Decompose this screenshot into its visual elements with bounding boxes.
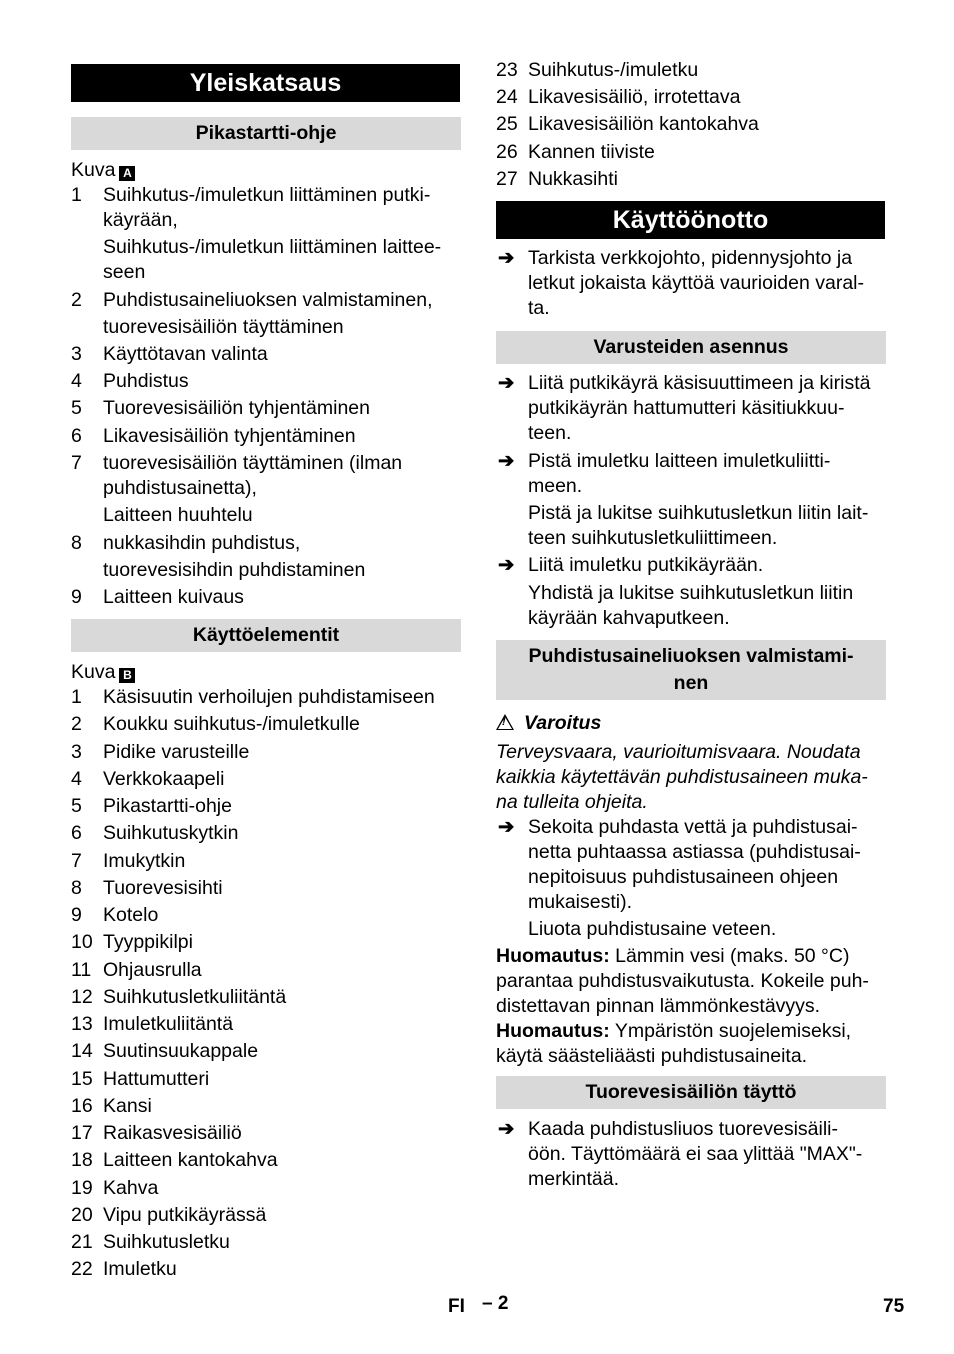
- quickstart-item-text: Suihkutus-/imuletkun liittäminen laittee-: [103, 236, 442, 258]
- controls-item-text: Raikasvesisäiliö: [103, 1122, 242, 1144]
- arrow-icon: ➔: [498, 450, 515, 472]
- controls-item-number: 12: [71, 986, 93, 1008]
- accessory-step-text: teen.: [528, 422, 572, 444]
- controls-item-text: Pidike varusteille: [103, 741, 250, 763]
- figure-label-b: Kuva B: [71, 660, 135, 685]
- warning-text: kaikkia käytettävän puhdistusaineen muka-: [496, 766, 868, 788]
- solution-step-text: nepitoisuus puhdistusaineen ohjeen: [528, 866, 839, 888]
- quickstart-item-text: Tuorevesisäiliön tyhjentäminen: [103, 397, 371, 419]
- section-title-commissioning: Käyttöönotto: [496, 201, 885, 239]
- intro-text: ta.: [528, 297, 550, 319]
- controls-item-text: Likavesisäiliön kantokahva: [528, 113, 759, 135]
- quickstart-item-text: Puhdistusaineliuoksen valmistaminen,: [103, 289, 433, 311]
- quickstart-item-number: 8: [71, 532, 82, 554]
- controls-item-text: Tyyppikilpi: [103, 931, 193, 953]
- controls-item-number: 15: [71, 1068, 93, 1090]
- controls-item-text: Hattumutteri: [103, 1068, 210, 1090]
- solution-step-text: Sekoita puhdasta vettä ja puhdistusai-: [528, 816, 858, 838]
- arrow-icon: ➔: [498, 554, 515, 576]
- figure-letter-a: A: [119, 166, 135, 181]
- solution-step-text: mukaisesti).: [528, 891, 633, 913]
- controls-item-number: 17: [71, 1122, 93, 1144]
- controls-item-number: 6: [71, 822, 82, 844]
- note2-label: Huomautus:: [496, 1020, 610, 1042]
- controls-item-number: 11: [71, 959, 92, 981]
- warning-text: Terveysvaara, vaurioitumisvaara. Noudata: [496, 741, 861, 763]
- controls-item-text: Nukkasihti: [528, 168, 618, 190]
- note2-text: käytä säästeliäästi puhdistusaineita.: [496, 1045, 808, 1067]
- quickstart-item-text: tuorevesisäiliön täyttäminen (ilman: [103, 452, 403, 474]
- accessory-step-text: Pistä imuletku laitteen imuletkuliitti-: [528, 450, 831, 472]
- controls-item-text: Imukytkin: [103, 850, 186, 872]
- controls-item-text: Likavesisäiliö, irrotettava: [528, 86, 741, 108]
- accessory-substep-text: Pistä ja lukitse suihkutusletkun liitin lait-: [528, 502, 869, 524]
- arrow-icon: ➔: [498, 247, 515, 269]
- controls-item-number: 2: [71, 713, 82, 735]
- subsection-fill-heading: Tuorevesisäiliön täyttö: [496, 1076, 886, 1109]
- arrow-icon: ➔: [498, 816, 515, 838]
- fill-step-text: öön. Täyttömäärä ei saa ylittää "MAX"-: [528, 1143, 863, 1165]
- controls-item-number: 26: [496, 141, 518, 163]
- quickstart-item-text: nukkasihdin puhdistus,: [103, 532, 301, 554]
- figure-label-a: Kuva A: [71, 158, 135, 183]
- controls-item-number: 14: [71, 1040, 93, 1062]
- subsection-controls-heading: Käyttöelementit: [71, 619, 461, 652]
- quickstart-item-text: käyrään,: [103, 209, 178, 231]
- controls-item-number: 21: [71, 1231, 93, 1253]
- accessory-substep-text: teen suihkutusletkuliittimeen.: [528, 527, 778, 549]
- note1-text: parantaa puhdistusvaikutusta. Kokeile puh-: [496, 970, 869, 992]
- controls-item-number: 10: [71, 931, 93, 953]
- quickstart-item-number: 4: [71, 370, 82, 392]
- arrow-icon: ➔: [498, 1118, 515, 1140]
- controls-item-number: 23: [496, 59, 518, 81]
- controls-item-text: Käsisuutin verhoilujen puhdistamiseen: [103, 686, 435, 708]
- subsection-quickstart-heading: Pikastartti-ohje: [71, 117, 461, 150]
- accessory-step-text: Liitä imuletku putkikäyrään.: [528, 554, 764, 576]
- section-title-overview: Yleiskatsaus: [71, 64, 460, 102]
- controls-item-text: Pikastartti-ohje: [103, 795, 232, 817]
- controls-item-text: Kahva: [103, 1177, 159, 1199]
- controls-item-number: 22: [71, 1258, 93, 1280]
- controls-item-number: 24: [496, 86, 518, 108]
- controls-item-text: Suihkutusletkuliitäntä: [103, 986, 287, 1008]
- accessory-step-text: putkikäyrän hattumutteri käsitiukkuu-: [528, 397, 845, 419]
- quickstart-item-text: seen: [103, 261, 146, 283]
- quickstart-item-text: Käyttötavan valinta: [103, 343, 268, 365]
- controls-item-number: 3: [71, 741, 82, 763]
- quickstart-item-text: Likavesisäiliön tyhjentäminen: [103, 425, 356, 447]
- subsection-accessories-heading: Varusteiden asennus: [496, 331, 886, 364]
- accessory-step-text: meen.: [528, 475, 583, 497]
- warning-triangle-icon: [496, 714, 514, 730]
- footer-page-sub: – 2: [482, 1293, 509, 1314]
- controls-item-text: Suutinsuukappale: [103, 1040, 259, 1062]
- controls-item-text: Vipu putkikäyrässä: [103, 1204, 267, 1226]
- quickstart-item-text: puhdistusainetta),: [103, 477, 257, 499]
- quickstart-item-text: tuorevesisäiliön täyttäminen: [103, 316, 344, 338]
- footer-page-number: 75: [883, 1296, 905, 1317]
- controls-item-text: Imuletku: [103, 1258, 177, 1280]
- note2-text: Ympäristön suojelemiseksi,: [609, 1020, 852, 1042]
- note1: [496, 944, 849, 969]
- solution-step-text: netta puhtaassa astiassa (puhdistusai-: [528, 841, 861, 863]
- controls-item-number: 1: [71, 686, 82, 708]
- quickstart-item-number: 9: [71, 586, 82, 608]
- note1-text: Lämmin vesi (maks. 50 °C): [609, 945, 850, 967]
- controls-item-text: Koukku suihkutus-/imuletkulle: [103, 713, 360, 735]
- warning-text: na tulleita ohjeita.: [496, 791, 648, 813]
- controls-item-number: 25: [496, 113, 518, 135]
- controls-item-text: Suihkutus-/imuletku: [528, 59, 699, 81]
- subsection-solution-heading: Puhdistusaineliuoksen valmistami- nen: [496, 640, 886, 700]
- quickstart-item-number: 2: [71, 289, 82, 311]
- note1-text: distettavan pinnan lämmönkestävyys.: [496, 995, 821, 1017]
- arrow-icon: ➔: [498, 372, 515, 394]
- quickstart-item-number: 3: [71, 343, 82, 365]
- accessory-substep-text: käyrään kahvaputkeen.: [528, 607, 730, 629]
- controls-item-number: 7: [71, 850, 82, 872]
- controls-item-text: Verkkokaapeli: [103, 768, 225, 790]
- controls-item-number: 27: [496, 168, 518, 190]
- controls-item-text: Kotelo: [103, 904, 159, 926]
- quickstart-item-text: tuorevesisihdin puhdistaminen: [103, 559, 366, 581]
- accessory-step-text: Liitä putkikäyrä käsisuuttimeen ja kiristä: [528, 372, 871, 394]
- intro-text: letkut jokaista käyttöä vaurioiden varal-: [528, 272, 865, 294]
- intro-text: Tarkista verkkojohto, pidennysjohto ja: [528, 247, 853, 269]
- controls-item-number: 20: [71, 1204, 93, 1226]
- quickstart-item-text: Laitteen kuivaus: [103, 586, 244, 608]
- footer-language: FI: [448, 1296, 465, 1317]
- controls-item-text: Kansi: [103, 1095, 152, 1117]
- controls-item-text: Suihkutusletku: [103, 1231, 230, 1253]
- controls-item-text: Imuletkuliitäntä: [103, 1013, 234, 1035]
- fill-step-text: Kaada puhdistusliuos tuorevesisäili-: [528, 1118, 839, 1140]
- quickstart-item-number: 1: [71, 184, 82, 206]
- quickstart-item-number: 5: [71, 397, 82, 419]
- warning-label: !Varoitus: [496, 711, 601, 736]
- controls-item-text: Suihkutuskytkin: [103, 822, 239, 844]
- controls-item-number: 16: [71, 1095, 93, 1117]
- controls-item-number: 18: [71, 1149, 93, 1171]
- note2: [496, 1019, 851, 1044]
- figure-letter-b: B: [119, 668, 135, 683]
- controls-item-text: Laitteen kantokahva: [103, 1149, 278, 1171]
- controls-item-number: 8: [71, 877, 82, 899]
- quickstart-item-number: 7: [71, 452, 82, 474]
- quickstart-item-text: Laitteen huuhtelu: [103, 504, 253, 526]
- solution-substep-text: Liuota puhdistusaine veteen.: [528, 918, 777, 940]
- controls-item-text: Tuorevesisihti: [103, 877, 223, 899]
- accessory-substep-text: Yhdistä ja lukitse suihkutusletkun liitin: [528, 582, 854, 604]
- controls-item-number: 5: [71, 795, 82, 817]
- controls-item-number: 9: [71, 904, 82, 926]
- controls-item-text: Ohjausrulla: [103, 959, 202, 981]
- quickstart-item-text: Puhdistus: [103, 370, 189, 392]
- quickstart-item-text: Suihkutus-/imuletkun liittäminen putki-: [103, 184, 431, 206]
- quickstart-item-number: 6: [71, 425, 82, 447]
- fill-step-text: merkintää.: [528, 1168, 620, 1190]
- note1-label: Huomautus:: [496, 945, 610, 967]
- controls-item-text: Kannen tiiviste: [528, 141, 655, 163]
- controls-item-number: 13: [71, 1013, 93, 1035]
- controls-item-number: 19: [71, 1177, 93, 1199]
- controls-item-number: 4: [71, 768, 82, 790]
